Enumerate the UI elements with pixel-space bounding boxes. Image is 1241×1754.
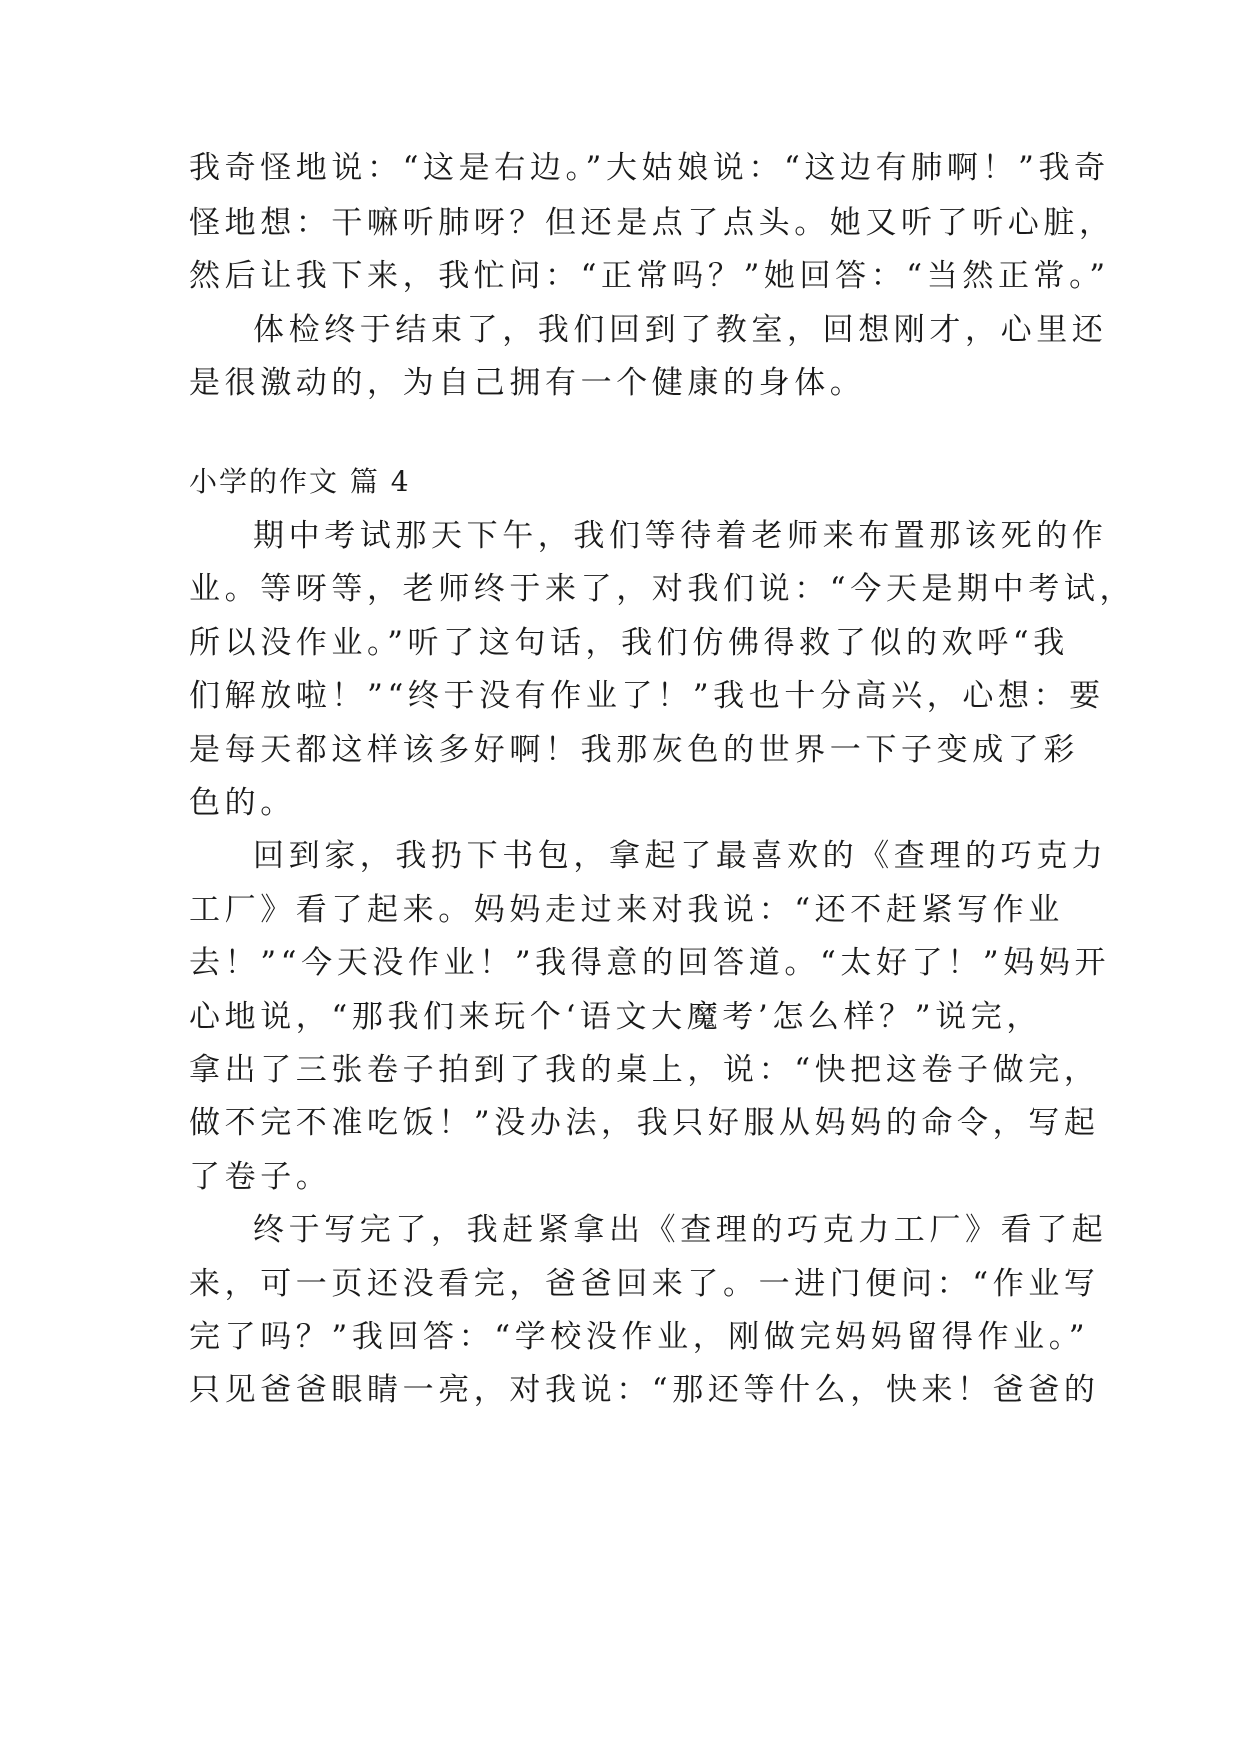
text-line: 工厂》看了起来。妈妈走过来对我说：“还不赶紧写作业 <box>189 892 1064 928</box>
text-line: 心地说，“那我们来玩个‘语文大魔考’怎么样？”说完， <box>189 999 1043 1035</box>
paragraph-start-line: 终于写完了，我赶紧拿出《查理的巧克力工厂》看了起 <box>253 1212 1108 1248</box>
text-line: 业。等呀等，老师终于来了，对我们说：“今天是期中考试， <box>189 571 1136 607</box>
paragraph-start-line: 回到家，我扔下书包，拿起了最喜欢的《查理的巧克力 <box>253 838 1108 874</box>
text-line: 是每天都这样该多好啊！我那灰色的世界一下子变成了彩 <box>189 732 1079 768</box>
text-line: 完了吗？”我回答：“学校没作业，刚做完妈妈留得作业。” <box>189 1319 1090 1355</box>
text-line: 做不完不准吃饭！”没办法，我只好服从妈妈的命令，写起 <box>189 1105 1100 1141</box>
text-line: 来，可一页还没看完，爸爸回来了。一进门便问：“作业写 <box>189 1266 1100 1302</box>
text-line: 所以没作业。”听了这句话，我们仿佛得救了似的欢呼“我 <box>189 625 1069 661</box>
text-line: 们解放啦！”“终于没有作业了！”我也十分高兴，心想：要 <box>189 678 1105 714</box>
text-line: 是很激动的，为自己拥有一个健康的身体。 <box>189 365 866 401</box>
text-line: 色的。 <box>189 785 296 821</box>
paragraph-start-line: 期中考试那天下午，我们等待着老师来布置那该死的作 <box>253 518 1108 554</box>
text-line: 怪地想：干嘛听肺呀？但还是点了点头。她又听了听心脏， <box>189 205 1115 241</box>
text-line: 只见爸爸眼睛一亮，对我说：“那还等什么，快来！爸爸的 <box>189 1372 1100 1408</box>
text-line: 我奇怪地说：“这是右边。”大姑娘说：“这边有肺啊！”我奇 <box>189 150 1110 186</box>
text-line: 然后让我下来，我忙问：“正常吗？”她回答：“当然正常。” <box>189 258 1110 294</box>
paragraph-start-line: 体检终于结束了，我们回到了教室，回想刚才，心里还 <box>253 312 1108 348</box>
section-title: 小学的作文 篇 4 <box>189 465 411 498</box>
text-line: 拿出了三张卷子拍到了我的桌上，说：“快把这卷子做完， <box>189 1052 1100 1088</box>
text-line: 了卷子。 <box>189 1159 332 1195</box>
text-line: 去！”“今天没作业！”我得意的回答道。“太好了！”妈妈开 <box>189 945 1111 981</box>
